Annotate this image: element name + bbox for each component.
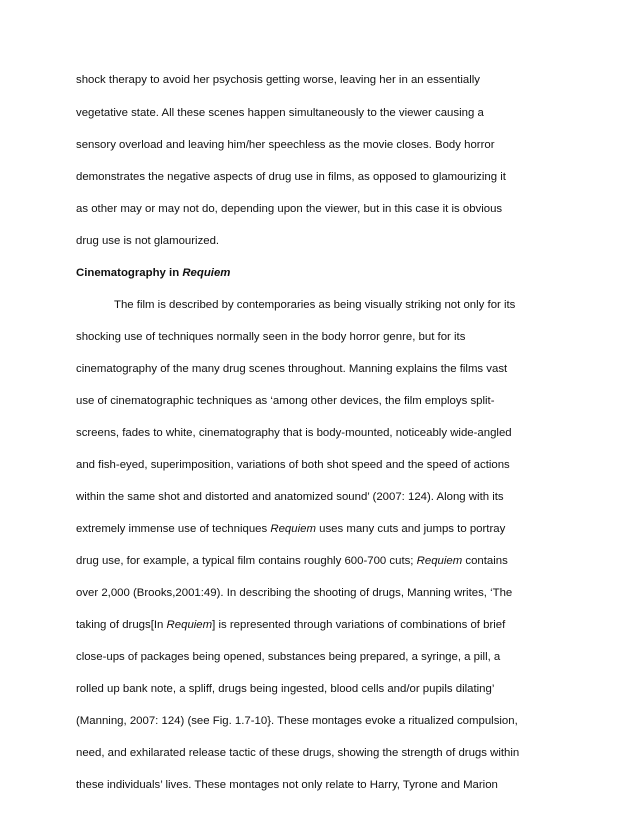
paragraph-line: rolled up bank note, a spliff, drugs being ingested, blood cells and/or pupils dilating’ — [76, 683, 495, 695]
line-segment: contains — [462, 555, 508, 567]
film-title: Requiem — [166, 619, 213, 631]
line-segment: uses many cuts and jumps to portray — [315, 523, 506, 535]
paragraph-line — [76, 522, 505, 536]
line-segment: drug use, for example, a typical film contains roughly 600-700 cuts; — [76, 555, 417, 567]
line-segment: taking of drugs[In — [76, 619, 167, 631]
paragraph-line: and fish-eyed, superimposition, variations of both shot speed and the speed of actions — [76, 459, 510, 471]
paragraph-line: screens, fades to white, cinematography that is body-mounted, noticeably wide-angled — [76, 427, 512, 439]
line-segment: extremely immense use of techniques — [76, 523, 271, 535]
line-segment: ] is represented through variations of combinations of brief — [212, 619, 506, 631]
paragraph-line: demonstrates the negative aspects of drug use in films, as opposed to glamourizing it — [76, 171, 506, 183]
film-title: Requiem — [270, 523, 316, 535]
paragraph-line: vegetative state. All these scenes happen simultaneously to the viewer causing a — [76, 107, 484, 119]
film-title: Requiem — [416, 555, 463, 567]
section-heading-text: Cinematography in — [76, 267, 183, 279]
section-heading-title: Requiem — [182, 267, 231, 279]
paragraph-line: shocking use of techniques normally seen in the body horror genre, but for its — [76, 331, 466, 343]
paragraph-line: cinematography of the many drug scenes throughout. Manning explains the films vast — [76, 363, 508, 375]
paragraph-line: as other may or may not do, depending upon the viewer, but in this case it is obvious — [76, 203, 503, 215]
paragraph-line: need, and exhilarated release tactic of these drugs, showing the strength of drugs within — [76, 747, 520, 759]
paragraph-line: close-ups of packages being opened, substances being prepared, a syringe, a pill, a — [76, 651, 501, 663]
paragraph-line: drug use is not glamourized. — [76, 235, 220, 247]
paragraph-line — [76, 554, 508, 568]
paragraph-line — [76, 618, 505, 632]
paragraph-line: these individuals’ lives. These montages not only relate to Harry, Tyrone and Marion — [76, 779, 498, 791]
paragraph-line: use of cinematographic techniques as ‘among other devices, the film employs split- — [76, 395, 495, 407]
paragraph-line: shock therapy to avoid her psychosis getting worse, leaving her in an essentially — [76, 74, 480, 86]
paragraph-line: (Manning, 2007: 124) (see Fig. 1.7-10}. These montages evoke a ritualized compulsion, — [76, 715, 518, 727]
paragraph-line: The film is described by contemporaries as being visually striking not only for its — [114, 299, 516, 311]
paragraph-line: within the same shot and distorted and anatomized sound’ (2007: 124). Along with its — [76, 491, 504, 503]
section-heading — [76, 266, 230, 280]
paragraph-line: sensory overload and leaving him/her speechless as the movie closes. Body horror — [76, 139, 495, 151]
paragraph-line: over 2,000 (Brooks,2001:49). In describing the shooting of drugs, Manning writes, ‘The — [76, 587, 513, 599]
